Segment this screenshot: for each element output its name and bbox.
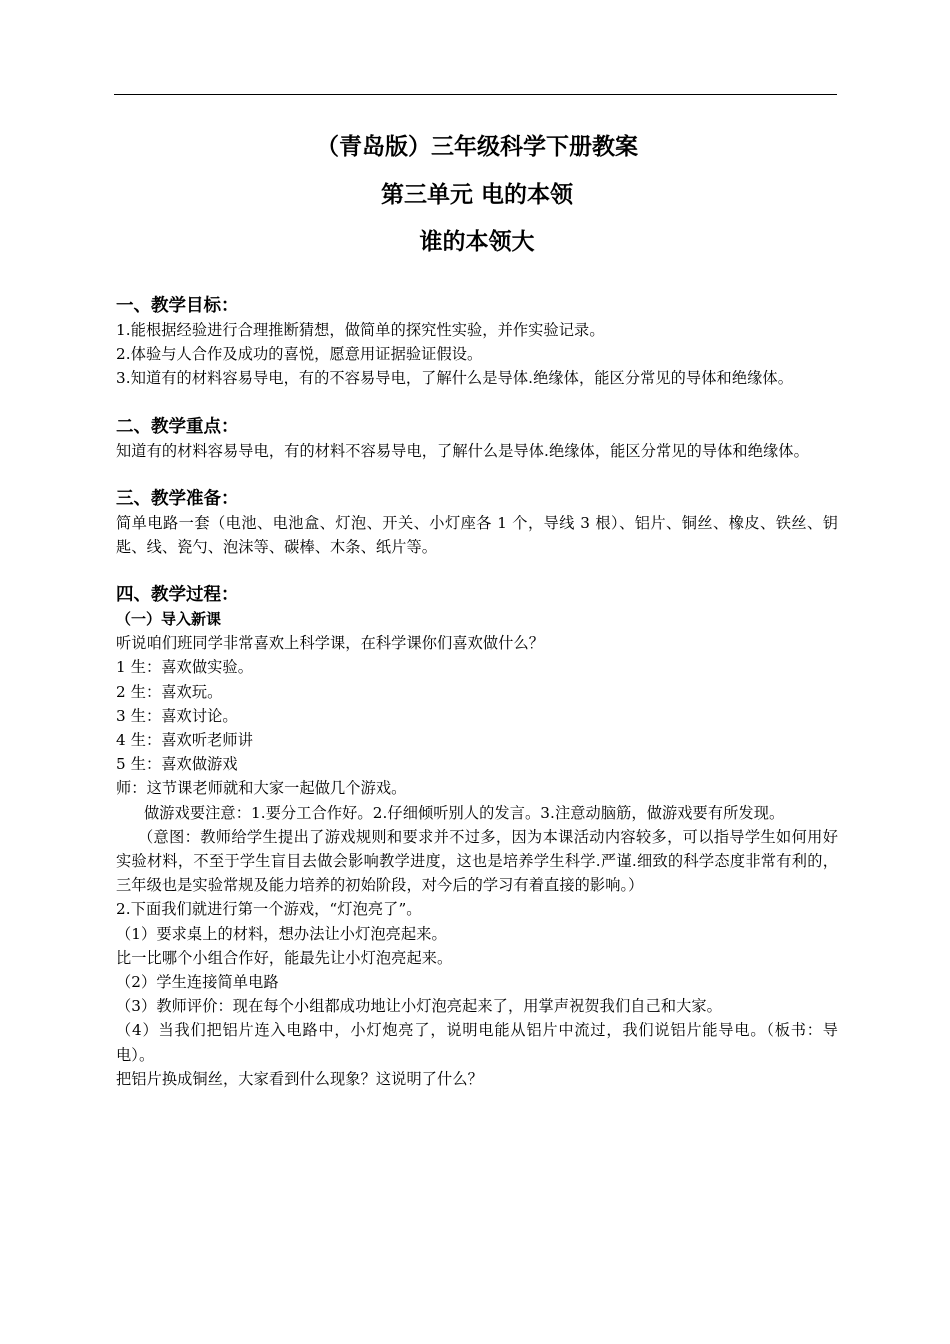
process-line: 做游戏要注意：1.要分工合作好。2.仔细倾听别人的发言。3.注意动脑筋，做游戏要有所发现。 bbox=[144, 803, 785, 822]
section-heading-goals: 一、教学目标： bbox=[116, 296, 239, 316]
process-line: 把铝片换成铜丝，大家看到什么现象？这说明了什么？ bbox=[116, 1069, 483, 1088]
process-line: 1 生：喜欢做实验。 bbox=[116, 658, 253, 677]
process-line: （2）学生连接简单电路 bbox=[116, 973, 279, 992]
document-title: （青岛版）三年级科学下册教案 bbox=[316, 134, 638, 160]
header-rule bbox=[114, 94, 837, 95]
section-heading-focus: 二、教学重点： bbox=[116, 416, 239, 437]
process-line: 5 生：喜欢做游戏 bbox=[116, 755, 238, 774]
process-line: （4）当我们把铝片连入电路中，小灯炮亮了，说明电能从铝片中流过，我们说铝片能导电。（板书：导电）。 bbox=[116, 1021, 838, 1064]
process-line: 2 生：喜欢玩。 bbox=[116, 682, 223, 701]
process-line: （1）要求桌上的材料，想办法让小灯泡亮起来。 bbox=[116, 924, 447, 943]
subsection-heading-intro: （一）导入新课 bbox=[116, 610, 222, 629]
section-heading-prep: 三、教学准备： bbox=[116, 488, 239, 509]
process-line: （3）教师评价：现在每个小组都成功地让小灯泡亮起来了，用掌声祝贺我们自己和大家。 bbox=[116, 997, 722, 1016]
process-line: 2.下面我们就进行第一个游戏，“灯泡亮了”。 bbox=[116, 900, 422, 919]
process-line: 比一比哪个小组合作好，能最先让小灯泡亮起来。 bbox=[116, 948, 453, 967]
document-body bbox=[116, 130, 838, 1091]
process-line: 听说咱们班同学非常喜欢上科学课，在科学课你们喜欢做什么？ bbox=[116, 634, 545, 653]
unit-title: 第三单元 电的本领 bbox=[380, 182, 573, 208]
goal-item: 2.体验与人合作及成功的喜悦，愿意用证据验证假设。 bbox=[116, 345, 483, 364]
prep-text: 简单电路一套（电池、电池盒、灯泡、开关、小灯座各 1 个，导线 3 根）、铝片、铜丝、橡皮、铁丝、钥匙、线、瓷勺、泡沫等、碳棒、木条、纸片等。 bbox=[116, 513, 838, 557]
focus-text: 知道有的材料容易导电，有的材料不容易导电，了解什么是导体.绝缘体，能区分常见的导体和绝缘体。 bbox=[116, 441, 809, 460]
goal-item: 1.能根据经验进行合理推断猜想，做简单的探究性实验，并作实验记录。 bbox=[116, 321, 605, 339]
process-line: 4 生：喜欢听老师讲 bbox=[116, 731, 253, 750]
section-heading-process: 四、教学过程： bbox=[116, 585, 239, 606]
lesson-title: 谁的本领大 bbox=[419, 229, 535, 255]
goal-item: 3.知道有的材料容易导电，有的不容易导电，了解什么是导体.绝缘体，能区分常见的导体和绝缘体。 bbox=[116, 369, 793, 388]
process-line: 师：这节课老师就和大家一起做几个游戏。 bbox=[116, 779, 407, 798]
process-line: （意图：教师给学生提出了游戏规则和要求并不过多，因为本课活动内容较多，可以指导学生如何用好实验材料，不至于学生盲目去做会影响教学进度，这也是培养学生科学.严谨.细致的科学态度非常有利的，三年级也是实验常规及能力培养的初始阶段，对今后的学习有着直接的影响。） bbox=[116, 827, 838, 895]
process-line: 3 生：喜欢讨论。 bbox=[116, 706, 238, 725]
